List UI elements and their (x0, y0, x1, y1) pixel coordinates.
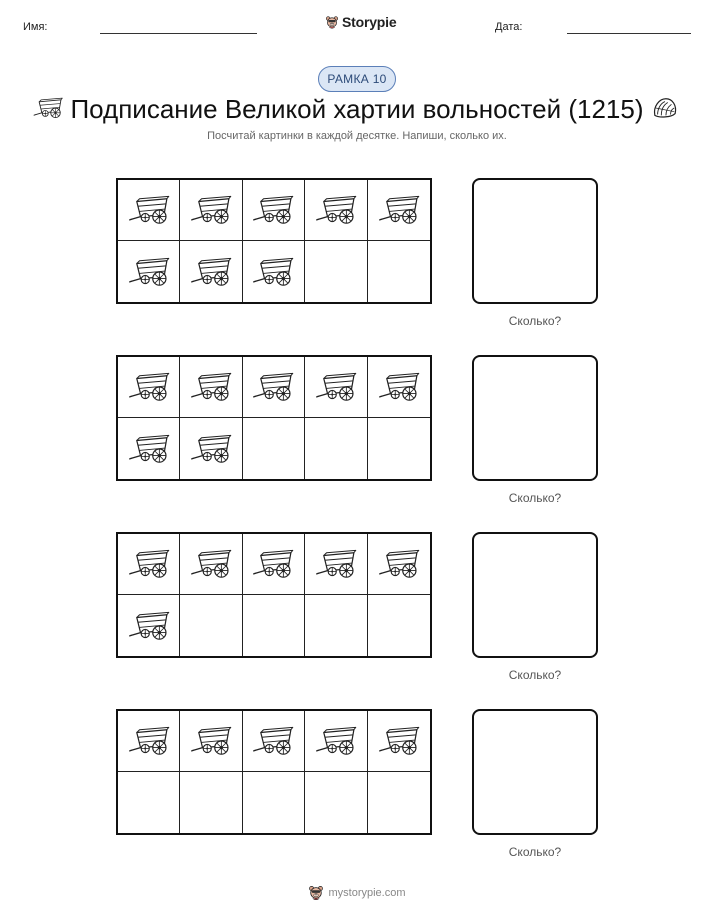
ten-frame-cell (180, 357, 242, 418)
ten-frame-row-4 (116, 709, 714, 869)
ten-frame-cell (118, 595, 180, 656)
ten-frame-cell (180, 711, 242, 772)
answer-box[interactable] (472, 178, 598, 304)
wooden-cart-icon (128, 371, 170, 403)
wooden-cart-icon (128, 548, 170, 580)
ten-frame-cell (243, 595, 305, 656)
ten-frame-cell (243, 772, 305, 833)
ten-frame-cell (368, 711, 430, 772)
ten-frame (116, 355, 432, 481)
ten-frame-cell (180, 595, 242, 656)
wooden-cart-icon (378, 371, 420, 403)
ten-frame-cell (368, 595, 430, 656)
ten-frame (116, 709, 432, 835)
ten-frame-row-3 (116, 532, 714, 692)
ten-frame-cell (305, 711, 367, 772)
page-title: Подписание Великой хартии вольностей (1215) (70, 94, 644, 124)
worksheet-header (0, 0, 714, 50)
ten-frame-cell (305, 180, 367, 241)
ten-frame-cell (180, 180, 242, 241)
ten-frame-cell (368, 418, 430, 479)
wooden-cart-icon (252, 194, 294, 226)
wooden-cart-icon (315, 725, 357, 757)
ten-frame-cell (118, 534, 180, 595)
ten-frame-cell (243, 241, 305, 302)
date-input-line[interactable] (567, 33, 691, 34)
ten-frame-cell (180, 534, 242, 595)
wooden-cart-icon (190, 725, 232, 757)
ten-frame (116, 532, 432, 658)
answer-label: Сколько? (508, 845, 562, 859)
ten-frame-cell (368, 534, 430, 595)
ten-frame-cell (243, 357, 305, 418)
wooden-cart-icon (190, 433, 232, 465)
answer-box[interactable] (472, 709, 598, 835)
ten-frame-cell (243, 180, 305, 241)
ten-frame-cell (243, 711, 305, 772)
wooden-cart-icon (378, 725, 420, 757)
answer-label: Сколько? (508, 668, 562, 682)
wooden-cart-icon (190, 548, 232, 580)
ten-frame (116, 178, 432, 304)
bear-mascot-icon (308, 884, 324, 901)
wooden-cart-icon (252, 548, 294, 580)
wooden-cart-icon (190, 371, 232, 403)
ten-frame-cell (180, 772, 242, 833)
answer-box[interactable] (472, 355, 598, 481)
wooden-cart-icon (190, 256, 232, 288)
wooden-cart-icon (315, 371, 357, 403)
bear-mascot-icon (325, 14, 339, 30)
ten-frame-cell (368, 241, 430, 302)
date-label: Дата: (495, 21, 523, 33)
ten-frame-cell (118, 711, 180, 772)
ten-frame-cell (368, 180, 430, 241)
answer-label: Сколько? (508, 491, 562, 505)
wooden-cart-icon (128, 725, 170, 757)
instructions: Посчитай картинки в каждой десятке. Напиши, сколько их. (207, 130, 507, 142)
ten-frame-cell (305, 418, 367, 479)
wooden-cart-icon (315, 194, 357, 226)
seashell-icon (651, 96, 679, 120)
ten-frame-cell (243, 534, 305, 595)
answer-box[interactable] (472, 532, 598, 658)
ten-frame-cell (305, 357, 367, 418)
ten-frame-cell (368, 357, 430, 418)
wooden-cart-icon (315, 548, 357, 580)
wooden-cart-icon (128, 433, 170, 465)
ten-frame-cell (180, 418, 242, 479)
frame-badge: РАМКА 10 (318, 66, 396, 92)
wooden-cart-icon (128, 610, 170, 642)
wooden-cart-icon (252, 725, 294, 757)
ten-frame-cell (368, 772, 430, 833)
name-label: Имя: (23, 21, 48, 33)
answer-label: Сколько? (508, 314, 562, 328)
wooden-cart-icon (128, 194, 170, 226)
ten-frame-cell (118, 418, 180, 479)
ten-frame-cell (243, 418, 305, 479)
name-input-line[interactable] (100, 33, 257, 34)
ten-frame-row-1 (116, 178, 714, 338)
ten-frame-cell (118, 357, 180, 418)
ten-frame-cell (118, 180, 180, 241)
cart-icon (33, 96, 63, 120)
ten-frame-cell (305, 595, 367, 656)
ten-frame-row-2 (116, 355, 714, 515)
footer (0, 884, 714, 901)
storypie-logo (325, 12, 396, 32)
wooden-cart-icon (378, 194, 420, 226)
ten-frame-cell (118, 772, 180, 833)
wooden-cart-icon (128, 256, 170, 288)
ten-frame-cell (305, 534, 367, 595)
wooden-cart-icon (378, 548, 420, 580)
ten-frame-cell (305, 772, 367, 833)
wooden-cart-icon (190, 194, 232, 226)
ten-frame-cell (180, 241, 242, 302)
footer-url[interactable]: mystorypie.com (328, 886, 406, 899)
wooden-cart-icon (252, 256, 294, 288)
ten-frame-cell (305, 241, 367, 302)
ten-frame-cell (118, 241, 180, 302)
wooden-cart-icon (252, 371, 294, 403)
brand-name: Storypie (342, 14, 397, 30)
